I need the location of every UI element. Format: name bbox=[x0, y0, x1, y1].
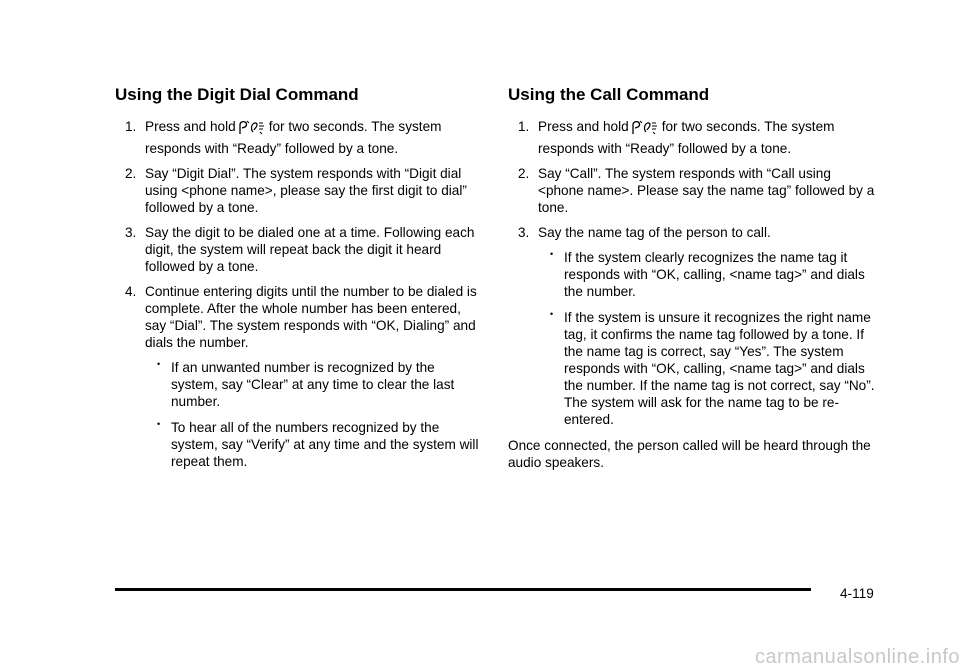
bullet-icon: • bbox=[157, 359, 161, 369]
step-item: 1. Press and hold for two seconds. The system responds with “Ready” followed by a tone. bbox=[125, 119, 442, 156]
voice-command-icon bbox=[250, 120, 266, 135]
page-number: 4-119 bbox=[840, 586, 874, 601]
bullet-item: • If the system clearly recognizes the name tag it responds with “OK, calling, <name tag>” and dials the number. bbox=[508, 249, 878, 300]
bullet-item: • If an unwanted number is recognized by the system, say “Clear” at any time to clear the last number. bbox=[115, 359, 485, 410]
section-heading-call: Using the Call Command bbox=[508, 85, 710, 104]
section-heading-digit-dial: Using the Digit Dial Command bbox=[115, 85, 359, 104]
right-column bbox=[508, 84, 878, 471]
steering-wheel-controls bbox=[238, 120, 266, 137]
left-column bbox=[115, 84, 485, 479]
step-item: 3. Say the digit to be dialed one at a time. Following each digit, the system will repeat back the digit it heard followed by a tone. bbox=[125, 225, 475, 274]
step-item: 2. Say “Digit Dial”. The system responds with “Digit dial using <phone name>, please say the first digit to dial” followed by a tone. bbox=[125, 166, 467, 215]
steering-wheel-controls bbox=[631, 120, 659, 137]
step-item: 2. Say “Call”. The system responds with “Call using <phone name>. Please say the name tag” followed by a tone. bbox=[518, 166, 875, 215]
step-item: 1. Press and hold for two seconds. The system responds with “Ready” followed by a tone. bbox=[518, 119, 835, 156]
step-item: 4. Continue entering digits until the number to be dialed is complete. After the whole number has been entered, say “Dial”. The system responds with “OK, Dialing” and dials the number. bbox=[125, 284, 477, 350]
push-to-talk-icon bbox=[238, 120, 250, 135]
voice-command-icon bbox=[643, 120, 659, 135]
bullet-item: • To hear all of the numbers recognized by the system, say “Verify” at any time and the system will repeat them. bbox=[115, 419, 485, 470]
footer-rule bbox=[115, 588, 811, 591]
bullet-icon: • bbox=[550, 309, 554, 319]
closing-paragraph: Once connected, the person called will be heard through the audio speakers. bbox=[508, 438, 871, 470]
bullet-item: • If the system is unsure it recognizes the right name tag, it confirms the name tag followed by a tone. If the name tag is correct, say “Yes”. The system responds with “OK, calling, <name tag>” and dials the number. If the name tag is not correct, say “No”. The system will ask for the name tag to be re-entered. bbox=[508, 309, 878, 428]
push-to-talk-icon bbox=[631, 120, 643, 135]
step-item: 3. Say the name tag of the person to call. bbox=[518, 225, 771, 240]
bullet-icon: • bbox=[157, 419, 161, 429]
bullet-icon: • bbox=[550, 249, 554, 259]
watermark: carmanualsonline.info bbox=[754, 646, 960, 668]
